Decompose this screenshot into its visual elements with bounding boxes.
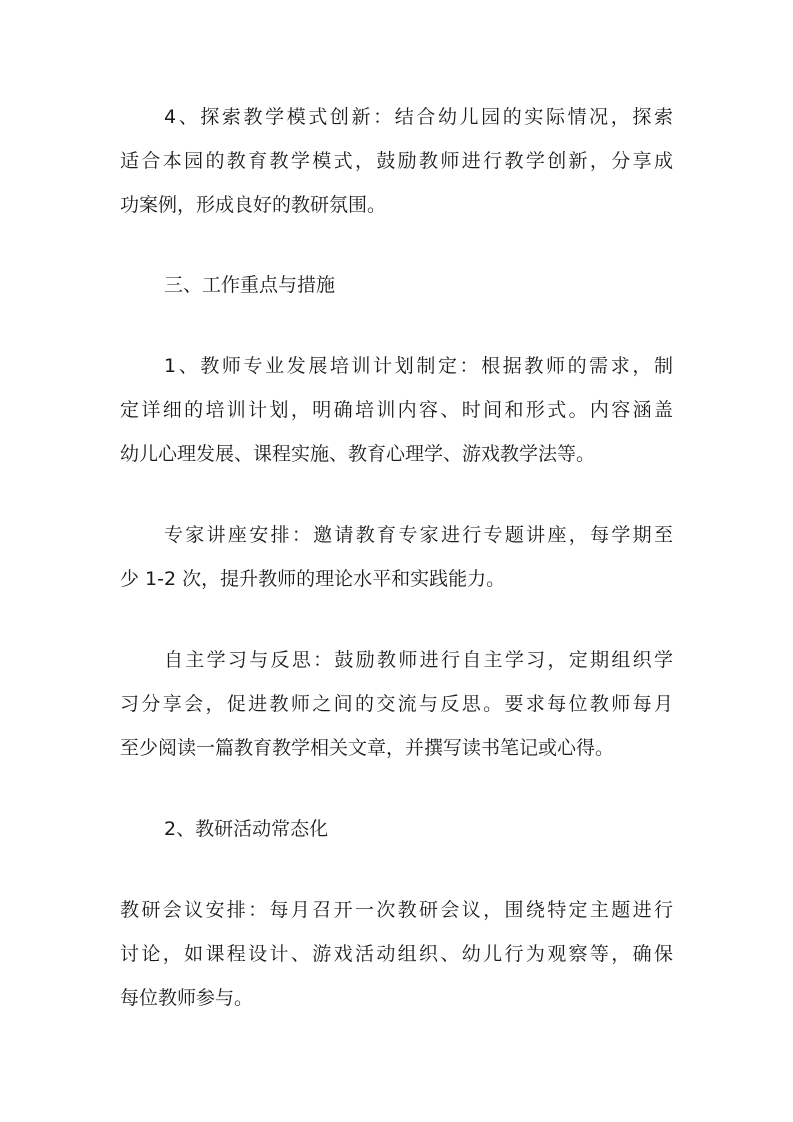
text-line: 定详细的培训计划，明确培训内容、时间和形式。内容涵盖 bbox=[120, 399, 673, 421]
text-line: 自主学习与反思：鼓励教师进行自主学习，定期组织学 bbox=[164, 649, 673, 671]
heading-text: 2、教研活动常态化 bbox=[164, 818, 329, 840]
text-line: 功案例，形成良好的教研氛围。 bbox=[120, 194, 387, 216]
text-line: 适合本园的教育教学模式，鼓励教师进行教学创新，分享成 bbox=[120, 150, 673, 172]
heading-text: 三、工作重点与措施 bbox=[164, 274, 336, 296]
text-line: 专家讲座安排：邀请教育专家进行专题讲座，每学期至 bbox=[164, 524, 673, 546]
text-line: 讨论，如课程设计、游戏活动组织、幼儿行为观察等，确保 bbox=[120, 943, 673, 965]
text-line: 至少阅读一篇教育教学相关文章，并撰写读书笔记或心得。 bbox=[120, 737, 615, 759]
text-line: 1、教师专业发展培训计划制定：根据教师的需求，制 bbox=[164, 355, 673, 377]
text-line: 幼儿心理发展、课程实施、教育心理学、游戏教学法等。 bbox=[120, 443, 596, 465]
text-line: 少 1-2 次，提升教师的理论水平和实践能力。 bbox=[120, 568, 506, 590]
text-line: 4、探索教学模式创新：结合幼儿园的实际情况，探索 bbox=[164, 106, 673, 128]
text-line: 教研会议安排：每月召开一次教研会议，围绕特定主题进行 bbox=[120, 899, 673, 921]
text-line: 每位教师参与。 bbox=[120, 987, 254, 1009]
text-line: 习分享会，促进教师之间的交流与反思。要求每位教师每月 bbox=[120, 693, 673, 715]
